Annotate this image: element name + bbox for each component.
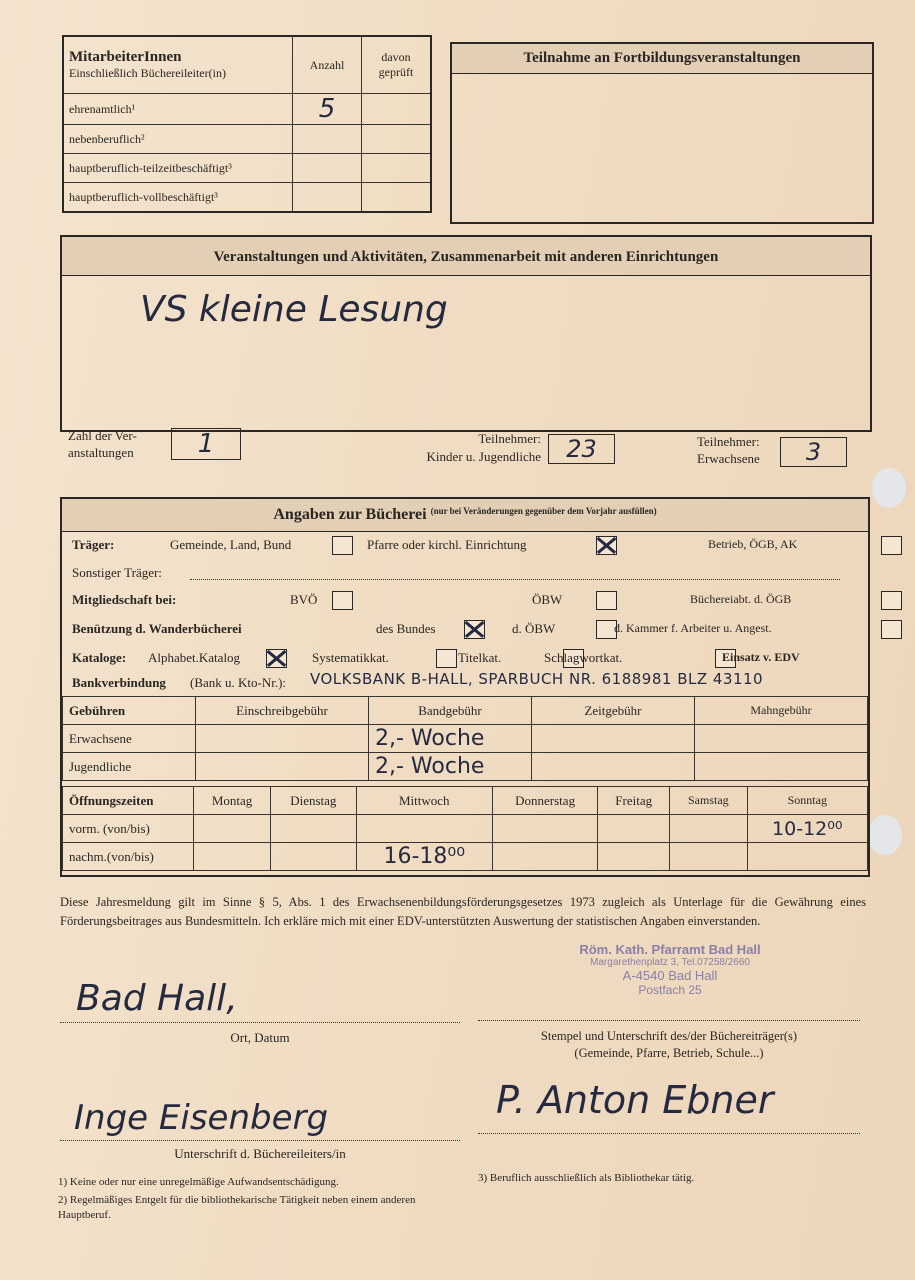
mitglied-row xyxy=(62,592,868,611)
fees-header: Gebühren xyxy=(63,697,196,725)
hours-header: Freitag xyxy=(598,787,670,815)
stamp-line: Postfach 25 xyxy=(638,983,702,997)
kids-count-field[interactable]: 23 xyxy=(548,434,615,464)
fee-cell[interactable] xyxy=(196,753,369,781)
place-date-label: Ort, Datum xyxy=(230,1030,290,1045)
carrier-label-line: Stempel und Unterschrift des/der Büchereiträger(s) xyxy=(540,1029,798,1043)
d-obw-label: d. ÖBW xyxy=(512,621,556,636)
kataloge-label: Kataloge: xyxy=(72,650,127,665)
staff-anzahl-value[interactable] xyxy=(293,154,362,183)
footnote-2: 2) Regelmäßiges Entgelt für die bibliothekarische Tätigkeit neben einem anderen Hauptberuf. xyxy=(58,1194,416,1221)
traeger-gemeinde-label: Gemeinde, Land, Bund xyxy=(170,537,292,552)
hours-cell[interactable] xyxy=(194,843,271,871)
events-entry[interactable]: VS kleine Lesung xyxy=(140,289,448,330)
edv-label: Einsatz v. EDV xyxy=(722,650,800,664)
place-date-line xyxy=(60,1022,460,1023)
titelkat-label: Titelkat. xyxy=(458,650,502,665)
staff-anzahl-value[interactable] xyxy=(293,183,362,213)
kids-label xyxy=(396,430,541,466)
hours-cell[interactable] xyxy=(670,815,747,843)
hours-cell[interactable] xyxy=(356,815,492,843)
traeger-row xyxy=(62,537,868,556)
table-row xyxy=(63,725,868,753)
events-count-label-line2: anstaltungen xyxy=(68,445,134,460)
fees-header: Bandgebühr xyxy=(369,697,532,725)
hours-header: Mittwoch xyxy=(356,787,492,815)
hours-cell[interactable] xyxy=(194,815,271,843)
carrier-signature-line xyxy=(478,1133,860,1134)
table-row xyxy=(63,125,431,154)
hole-punch-bottom xyxy=(868,815,902,855)
staff-row-label: nebenberuflich² xyxy=(63,125,293,154)
table-row xyxy=(63,183,431,213)
sonstiger-field[interactable] xyxy=(190,579,840,580)
fee-cell[interactable] xyxy=(695,753,868,781)
carrier-stamp-line xyxy=(478,1020,860,1021)
hours-header: Dienstag xyxy=(271,787,356,815)
leader-signature-line xyxy=(60,1140,460,1141)
kids-label-line1: Teilnehmer: xyxy=(478,431,541,446)
fee-cell[interactable]: 2,- Woche xyxy=(369,753,532,781)
wander-row xyxy=(62,621,868,640)
traeger-betrieb-label: Betrieb, ÖGB, AK xyxy=(708,537,798,551)
training-entry-area[interactable] xyxy=(452,74,872,214)
traeger-gemeinde-checkbox[interactable] xyxy=(332,536,353,555)
bvo-checkbox[interactable] xyxy=(332,591,353,610)
staff-anzahl-value[interactable] xyxy=(293,125,362,154)
stamp-line: Margarethenplatz 3, Tel.07258/2660 xyxy=(590,957,750,968)
staff-subtitle: Einschließlich Büchereileiter(in) xyxy=(69,66,226,80)
buechereiabt-checkbox[interactable] xyxy=(881,591,902,610)
hours-row-label: vorm. (von/bis) xyxy=(63,815,194,843)
hours-cell-sonntag-vorm[interactable]: 10-12⁰⁰ xyxy=(747,815,867,843)
kammer-label: d. Kammer f. Arbeiter u. Angest. xyxy=(614,621,772,635)
footnote-1: 1) Keine oder nur eine unregelmäßige Aufwandsentschädigung. xyxy=(58,1176,339,1188)
hours-table xyxy=(62,786,868,871)
hours-row-label: nachm.(von/bis) xyxy=(63,843,194,871)
staff-davon-value[interactable] xyxy=(362,94,432,125)
library-title-bar xyxy=(62,499,868,532)
table-row xyxy=(63,94,431,125)
stamp-line: Röm. Kath. Pfarramt Bad Hall xyxy=(579,942,761,957)
bank-sublabel: (Bank u. Kto-Nr.): xyxy=(190,675,287,690)
staff-title: MitarbeiterInnen xyxy=(69,49,182,65)
des-bundes-label: des Bundes xyxy=(376,621,436,636)
traeger-pfarre-label: Pfarre oder kirchl. Einrichtung xyxy=(367,537,527,552)
hours-header: Sonntag xyxy=(747,787,867,815)
hours-cell[interactable] xyxy=(747,843,867,871)
col-anzahl: Anzahl xyxy=(293,36,362,94)
hours-header-row xyxy=(63,787,868,815)
fees-header: Mahngebühr xyxy=(695,697,868,725)
events-count-label-line1: Zahl der Ver- xyxy=(68,428,137,443)
place-date-value[interactable]: Bad Hall, xyxy=(76,978,238,1019)
obw-checkbox[interactable] xyxy=(596,591,617,610)
sonstiger-label: Sonstiger Träger: xyxy=(72,565,162,580)
fees-header: Zeitgebühr xyxy=(532,697,695,725)
hours-header: Samstag xyxy=(670,787,747,815)
kids-label-line2: Kinder u. Jugendliche xyxy=(426,449,541,464)
training-box xyxy=(450,42,874,224)
staff-anzahl-value[interactable]: 5 xyxy=(293,94,362,125)
obw-label: ÖBW xyxy=(532,592,563,607)
fees-table xyxy=(62,696,868,781)
leader-signature-label: Unterschrift d. Büchereileiters/in xyxy=(174,1146,346,1161)
staff-table xyxy=(62,35,432,213)
training-title: Teilnahme an Fortbildungsveranstaltungen xyxy=(452,44,872,74)
staff-row-label: hauptberuflich-teilzeitbeschäftigt³ xyxy=(63,154,293,183)
traeger-pfarre-checkbox[interactable] xyxy=(596,536,617,555)
footnote-3: 3) Beruflich ausschließlich als Bibliothekar tätig. xyxy=(478,1172,695,1184)
systematik-checkbox[interactable] xyxy=(436,649,457,668)
hours-header: Montag xyxy=(194,787,271,815)
adults-count-field[interactable]: 3 xyxy=(780,437,847,467)
systematik-label: Systematikkat. xyxy=(312,650,389,665)
des-bundes-checkbox[interactable] xyxy=(464,620,485,639)
traeger-label: Träger: xyxy=(72,537,115,552)
fees-header-row xyxy=(63,697,868,725)
declaration-text: Diese Jahresmeldung gilt im Sinne § 5, Abs. 1 des Erwachsenenbildungsförderungsgesetzes 1973 zugleich als Unterlage für die Gewährung eines Förderungsbeitrages aus Bundesmitteln. Ich erkläre mich mit einer EDV-unterstützten Auswertung der statistischen Angaben einverstanden. xyxy=(60,895,866,928)
schlagwort-label: Schlagwortkat. xyxy=(544,650,623,665)
library-title: Angaben zur Bücherei xyxy=(273,506,427,523)
mitglied-label: Mitgliedschaft bei: xyxy=(72,592,177,607)
adults-label-line2: Erwachsene xyxy=(697,451,760,466)
hole-punch-top xyxy=(872,468,906,508)
leader-signature[interactable]: Inge Eisenberg xyxy=(74,1098,329,1138)
library-section xyxy=(60,497,870,877)
hours-header: Öffnungszeiten xyxy=(63,787,194,815)
hours-cell[interactable] xyxy=(670,843,747,871)
adults-label xyxy=(697,433,760,467)
events-count-label xyxy=(68,427,137,461)
library-title-note: (nur bei Veränderungen gegenüber dem Vorjahr ausfüllen) xyxy=(430,506,657,516)
bvo-label: BVÖ xyxy=(290,592,318,607)
fee-cell[interactable] xyxy=(532,725,695,753)
staff-row-label: hauptberuflich-vollbeschäftigt³ xyxy=(63,183,293,213)
hours-cell[interactable] xyxy=(493,843,598,871)
fee-cell[interactable]: 2,- Woche xyxy=(369,725,532,753)
table-row xyxy=(63,815,868,843)
alphabet-label: Alphabet.Katalog xyxy=(148,650,241,665)
bank-value[interactable]: VOLKSBANK B-HALL, SPARBUCH NR. 6188981 BLZ 43110 xyxy=(310,670,764,688)
hours-cell-mittwoch-nachm[interactable]: 16-18⁰⁰ xyxy=(356,843,492,871)
staff-davon-value[interactable] xyxy=(362,154,432,183)
table-row xyxy=(63,753,868,781)
kammer-checkbox[interactable] xyxy=(881,620,902,639)
carrier-signature[interactable]: P. Anton Ebner xyxy=(496,1078,774,1122)
stamp-line: A-4540 Bad Hall xyxy=(622,968,718,983)
fee-cell[interactable] xyxy=(196,725,369,753)
hours-cell[interactable] xyxy=(493,815,598,843)
kataloge-row xyxy=(62,650,868,669)
table-row xyxy=(63,843,868,871)
hours-cell[interactable] xyxy=(271,815,356,843)
carrier-label-sub: (Gemeinde, Pfarre, Betrieb, Schule...) xyxy=(574,1046,764,1060)
col-davon-geprueft: davon geprüft xyxy=(362,36,432,94)
fees-row-label: Jugendliche xyxy=(63,753,196,781)
events-count-field[interactable]: 1 xyxy=(171,428,241,460)
fee-cell[interactable] xyxy=(695,725,868,753)
events-box xyxy=(60,235,872,432)
fees-row-label: Erwachsene xyxy=(63,725,196,753)
staff-davon-value[interactable] xyxy=(362,125,432,154)
wander-label: Benützung d. Wanderbücherei xyxy=(72,621,242,636)
carrier-label xyxy=(478,1028,860,1062)
alphabet-checkbox[interactable] xyxy=(266,649,287,668)
staff-davon-value[interactable] xyxy=(362,183,432,213)
bank-label: Bankverbindung xyxy=(72,675,166,690)
hours-header: Donnerstag xyxy=(493,787,598,815)
table-row xyxy=(63,154,431,183)
fee-cell[interactable] xyxy=(532,753,695,781)
adults-label-line1: Teilnehmer: xyxy=(697,434,760,449)
hours-cell[interactable] xyxy=(271,843,356,871)
traeger-betrieb-checkbox[interactable] xyxy=(881,536,902,555)
events-title: Veranstaltungen und Aktivitäten, Zusammenarbeit mit anderen Einrichtungen xyxy=(62,237,870,276)
fees-header: Einschreibgebühr xyxy=(196,697,369,725)
buechereiabt-label: Büchereiabt. d. ÖGB xyxy=(690,592,792,606)
parish-stamp xyxy=(540,942,800,997)
staff-row-label: ehrenamtlich¹ xyxy=(63,94,293,125)
hours-cell[interactable] xyxy=(598,815,670,843)
hours-cell[interactable] xyxy=(598,843,670,871)
